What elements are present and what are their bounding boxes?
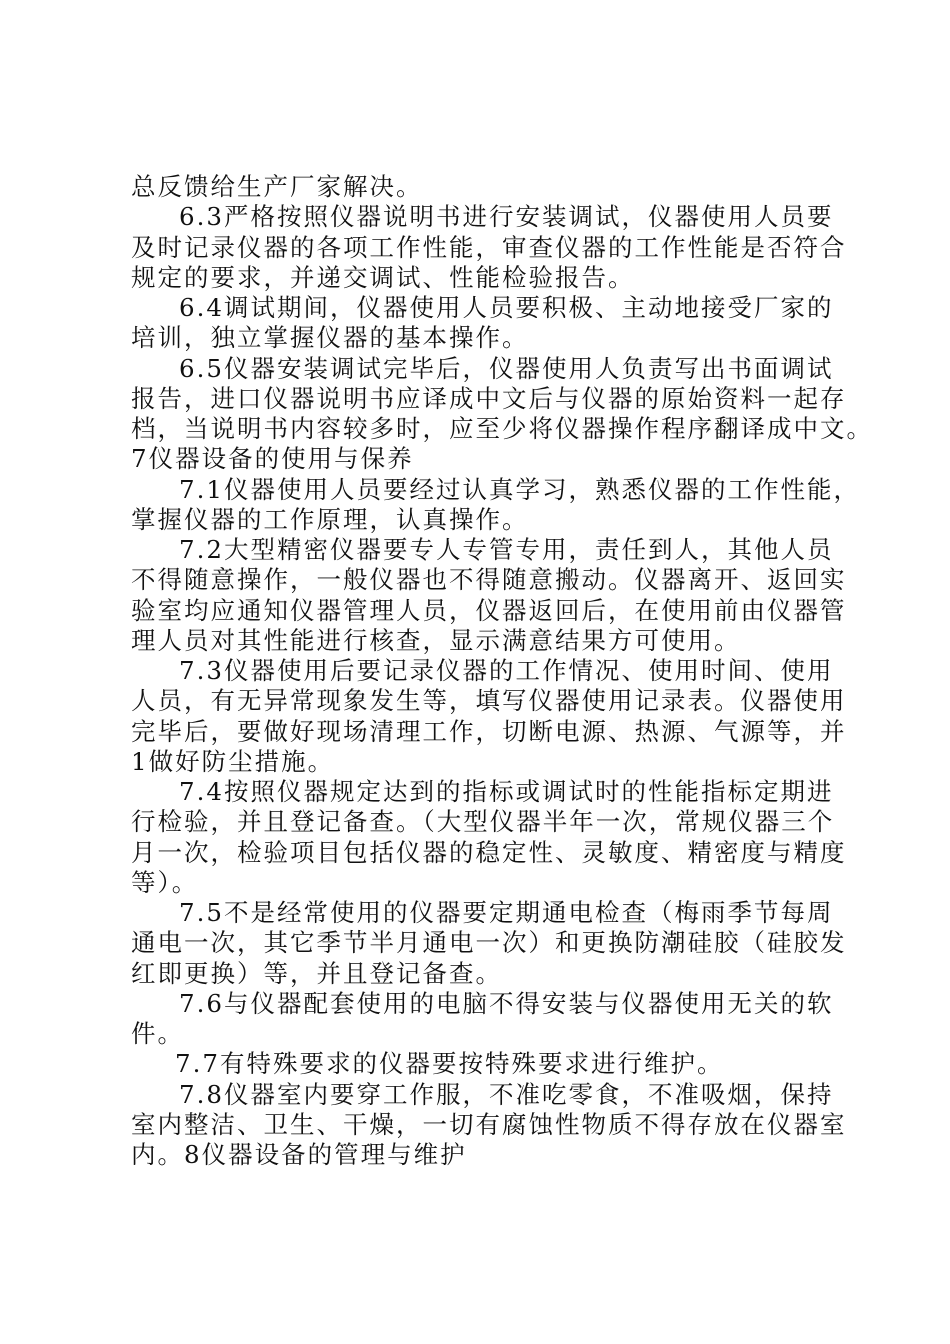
- text-line: 验室均应通知仪器管理人员，仪器返回后，在使用前由仪器管: [131, 595, 847, 625]
- text-line: 通电一次，其它季节半月通电一次）和更换防潮硅胶（硅胶发: [131, 928, 847, 958]
- text-line: 件。: [131, 1019, 184, 1048]
- document-body: [131, 172, 873, 1170]
- text-line: 培训，独立掌握仪器的基本操作。: [131, 323, 529, 353]
- text-line: 及时记录仪器的各项工作性能，审查仪器的工作性能是否符合: [131, 232, 847, 262]
- text-line: 7.4按照仪器规定达到的指标或调试时的性能指标定期进: [179, 777, 834, 806]
- text-line: 规定的要求，并递交调试、性能检验报告。: [131, 262, 635, 292]
- text-line: 行检验，并且登记备查。（大型仪器半年一次，常规仪器三个: [131, 807, 835, 837]
- text-line: 完毕后，要做好现场清理工作，切断电源、热源、气源等，并: [131, 716, 847, 746]
- text-line: 红即更换）等，并且登记备查。: [131, 958, 502, 988]
- text-line: 室内整洁、卫生、干燥，一切有腐蚀性物质不得存放在仪器室: [131, 1109, 847, 1139]
- text-line: 7.3仪器使用后要记录仪器的工作情况、使用时间、使用: [179, 656, 834, 685]
- text-line: 等）。: [131, 867, 199, 897]
- text-line: 7.2大型精密仪器要专人专管专用，责任到人，其他人员: [179, 535, 834, 564]
- text-line: 掌握仪器的工作原理，认真操作。: [131, 504, 529, 534]
- text-line: 不得随意操作，一般仪器也不得随意搬动。仪器离开、返回实: [131, 565, 847, 595]
- text-line: 7.8仪器室内要穿工作服，不准吃零食，不准吸烟，保持: [179, 1079, 834, 1109]
- text-line: 报告，进口仪器说明书应译成中文后与仪器的原始资料一起存: [131, 383, 847, 413]
- text-line: 6.3严格按照仪器说明书进行安装调试，仪器使用人员要: [179, 202, 834, 232]
- text-line: 6.5仪器安装调试完毕后，仪器使用人负责写出书面调试: [179, 353, 834, 383]
- text-line: 档，当说明书内容较多时，应至少将仪器操作程序翻译成中文。: [131, 414, 873, 443]
- text-line: 内。8仪器设备的管理与维护: [131, 1140, 467, 1169]
- text-line: 7.7有特殊要求的仪器要按特殊要求进行维护。: [175, 1049, 724, 1079]
- text-line: 7.6与仪器配套使用的电脑不得安装与仪器使用无关的软: [179, 988, 834, 1018]
- text-line: 7.1仪器使用人员要经过认真学习，熟悉仪器的工作性能，: [179, 474, 860, 504]
- text-line: 7.5不是经常使用的仪器要定期通电检查（梅雨季节每周: [179, 898, 834, 927]
- text-line: 总反馈给生产厂家解决。: [131, 172, 423, 201]
- section-heading: 7仪器设备的使用与保养: [131, 444, 414, 474]
- text-line: 人员，有无异常现象发生等，填写仪器使用记录表。仪器使用: [131, 686, 847, 716]
- text-line: 月一次，检验项目包括仪器的稳定性、灵敏度、精密度与精度: [131, 837, 847, 867]
- text-line: 理人员对其性能进行核查，显示满意结果方可使用。: [131, 625, 741, 655]
- text-line: 1做好防尘措施。: [131, 746, 335, 776]
- text-line: 6.4调试期间，仪器使用人员要积极、主动地接受厂家的: [179, 293, 834, 322]
